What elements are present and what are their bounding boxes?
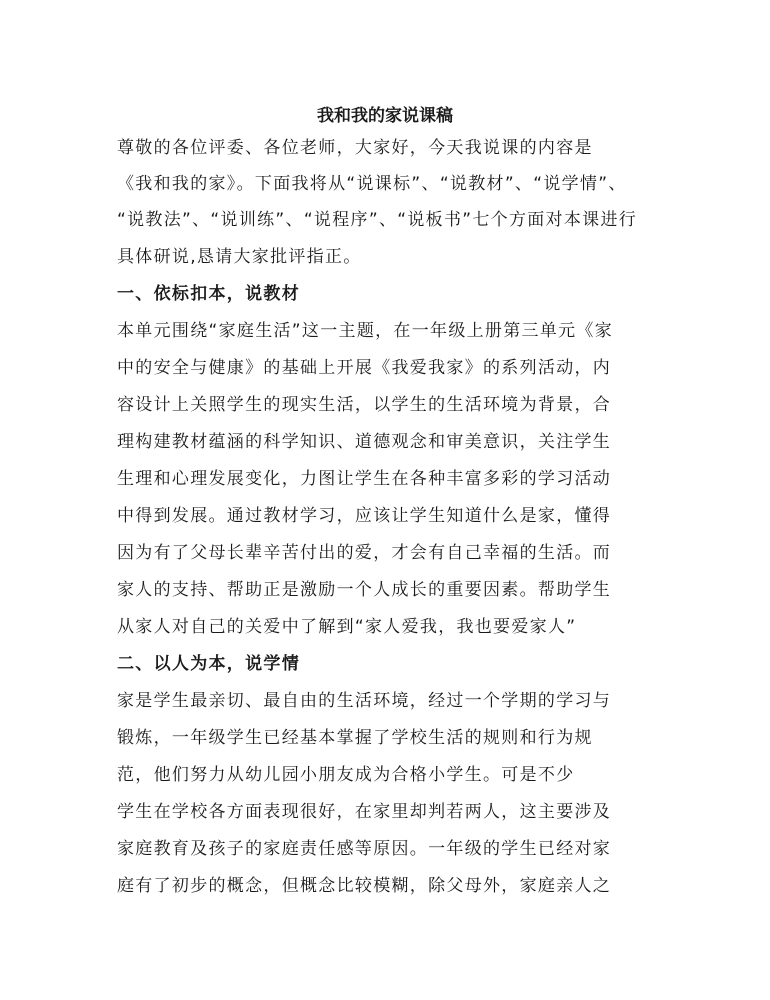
text-line: 中的安全与健康》的基础上开展《我爱我家》的系列活动，内 — [117, 358, 612, 378]
section-heading: 二、以人为本，说学情 — [117, 654, 300, 674]
text-line: 家庭教育及孩子的家庭责任感等原因。一年级的学生已经对家 — [117, 839, 612, 859]
text-line: 具体研说,恳请大家批评指正。 — [117, 247, 362, 267]
text-line: 学生在学校各方面表现很好，在家里却判若两人，这主要涉及 — [117, 802, 612, 822]
text-line: 容设计上关照学生的现实生活，以学生的生活环境为背景，合 — [117, 395, 612, 415]
text-line: “说教法”、“说训练”、“说程序”、“说板书”七个方面对本课进行 — [117, 210, 638, 230]
text-line: 范，他们努力从幼儿园小朋友成为合格小学生。可是不少 — [117, 765, 575, 785]
text-line: 家人的支持、帮助正是激励一个人成长的重要因素。帮助学生 — [117, 580, 612, 600]
text-line: 尊敬的各位评委、各位老师，大家好，今天我说课的内容是 — [117, 138, 593, 158]
text-line: 从家人对自己的关爱中了解到“家人爱我，我也要爱家人” — [117, 617, 577, 637]
text-line: 理构建教材蕴涵的科学知识、道德观念和审美意识，关注学生 — [117, 432, 612, 452]
text-line: 中得到发展。通过教材学习，应该让学生知道什么是家，懂得 — [117, 506, 612, 526]
text-line: 家是学生最亲切、最自由的生活环境，经过一个学期的学习与 — [117, 691, 612, 711]
section-heading: 一、依标扣本，说教材 — [117, 284, 300, 304]
text-line: 锻炼，一年级学生已经基本掌握了学校生活的规则和行为规 — [117, 728, 593, 748]
text-line: 《我和我的家》。下面我将从“说课标”、“说教材”、“说学情”、 — [117, 174, 627, 194]
document-title: 我和我的家说课稿 — [317, 106, 453, 126]
text-line: 因为有了父母长辈辛苦付出的爱，才会有自己幸福的生活。而 — [117, 543, 612, 563]
text-line: 生理和心理发展变化，力图让学生在各种丰富多彩的学习活动 — [117, 469, 612, 489]
text-line: 庭有了初步的概念，但概念比较模糊，除父母外，家庭亲人之 — [117, 876, 612, 896]
text-line: 本单元围绕“家庭生活”这一主题，在一年级上册第三单元《家 — [117, 321, 614, 341]
